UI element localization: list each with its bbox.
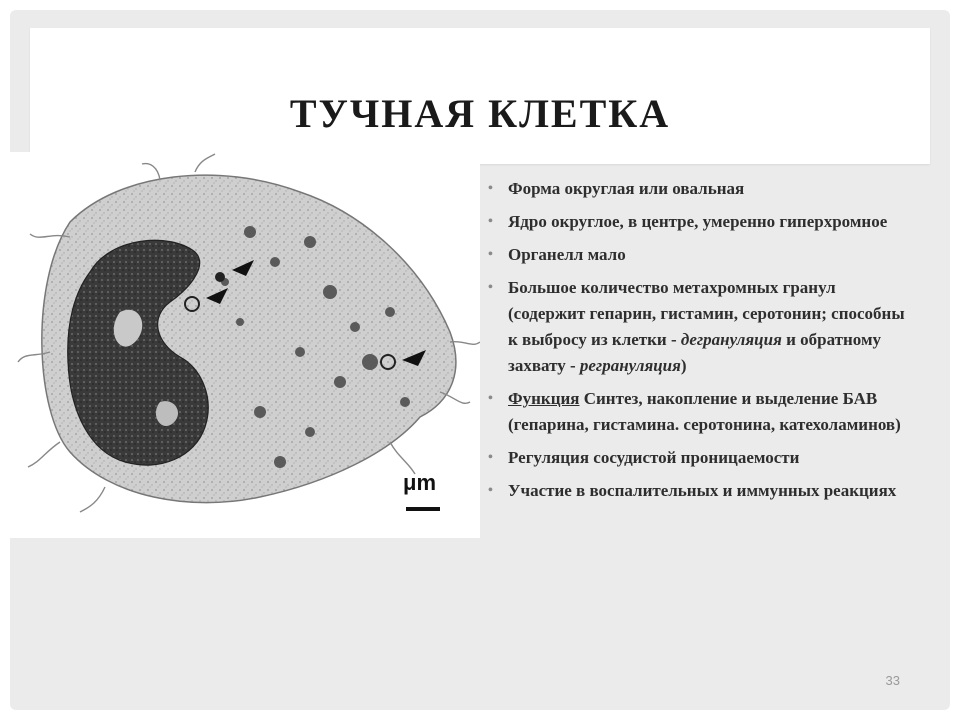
bullet-text: Форма округлая или овальная xyxy=(508,179,745,198)
bullet-dot-icon: • xyxy=(488,483,493,498)
bullet-text: и обратному захвату - xyxy=(508,330,882,375)
bullet-item xyxy=(488,176,908,202)
bullet-text: Функция xyxy=(508,389,580,408)
mast-cell-micrograph xyxy=(10,152,480,538)
bullet-text: Органелл мало xyxy=(508,245,626,264)
bullet-dot-icon: • xyxy=(488,280,493,295)
scale-bar xyxy=(406,507,440,511)
bullet-dot-icon: • xyxy=(488,181,493,196)
bullet-dot-icon: • xyxy=(488,391,493,406)
bullet-item xyxy=(488,275,908,379)
bullet-dot-icon: • xyxy=(488,247,493,262)
bullet-item xyxy=(488,209,908,235)
bullet-text: дегрануляция xyxy=(680,330,782,349)
bullet-text: Участие в воспалительных и иммунных реакциях xyxy=(508,481,897,500)
bullet-text: Синтез, накопление и выделение БАВ (гепарина, гистамина. серотонина, катехоламинов) xyxy=(508,389,901,434)
bullet-text: ) xyxy=(680,356,687,375)
bullet-text: Регуляция сосудистой проницаемости xyxy=(508,448,800,467)
bullet-item xyxy=(488,242,908,268)
bullet-dot-icon: • xyxy=(488,450,493,465)
scale-label: μm xyxy=(403,470,437,495)
slide-title: ТУЧНАЯ КЛЕТКА xyxy=(289,91,671,136)
bullet-item xyxy=(488,386,908,438)
bullet-list xyxy=(488,176,908,511)
bullet-item xyxy=(488,478,908,504)
bullet-item xyxy=(488,445,908,471)
bullet-text: Большое количество метахромных гранул (содержит гепарин, гистамин, серотонин; способны к выбросу из клетки - xyxy=(508,278,905,349)
bullet-text: Ядро округлое, в центре, умеренно гиперхромное xyxy=(508,212,888,231)
page-number: 33 xyxy=(885,673,900,688)
bullet-dot-icon: • xyxy=(488,214,493,229)
slide xyxy=(10,10,950,710)
bullet-text: регрануляция xyxy=(579,356,681,375)
title-band xyxy=(30,28,930,164)
